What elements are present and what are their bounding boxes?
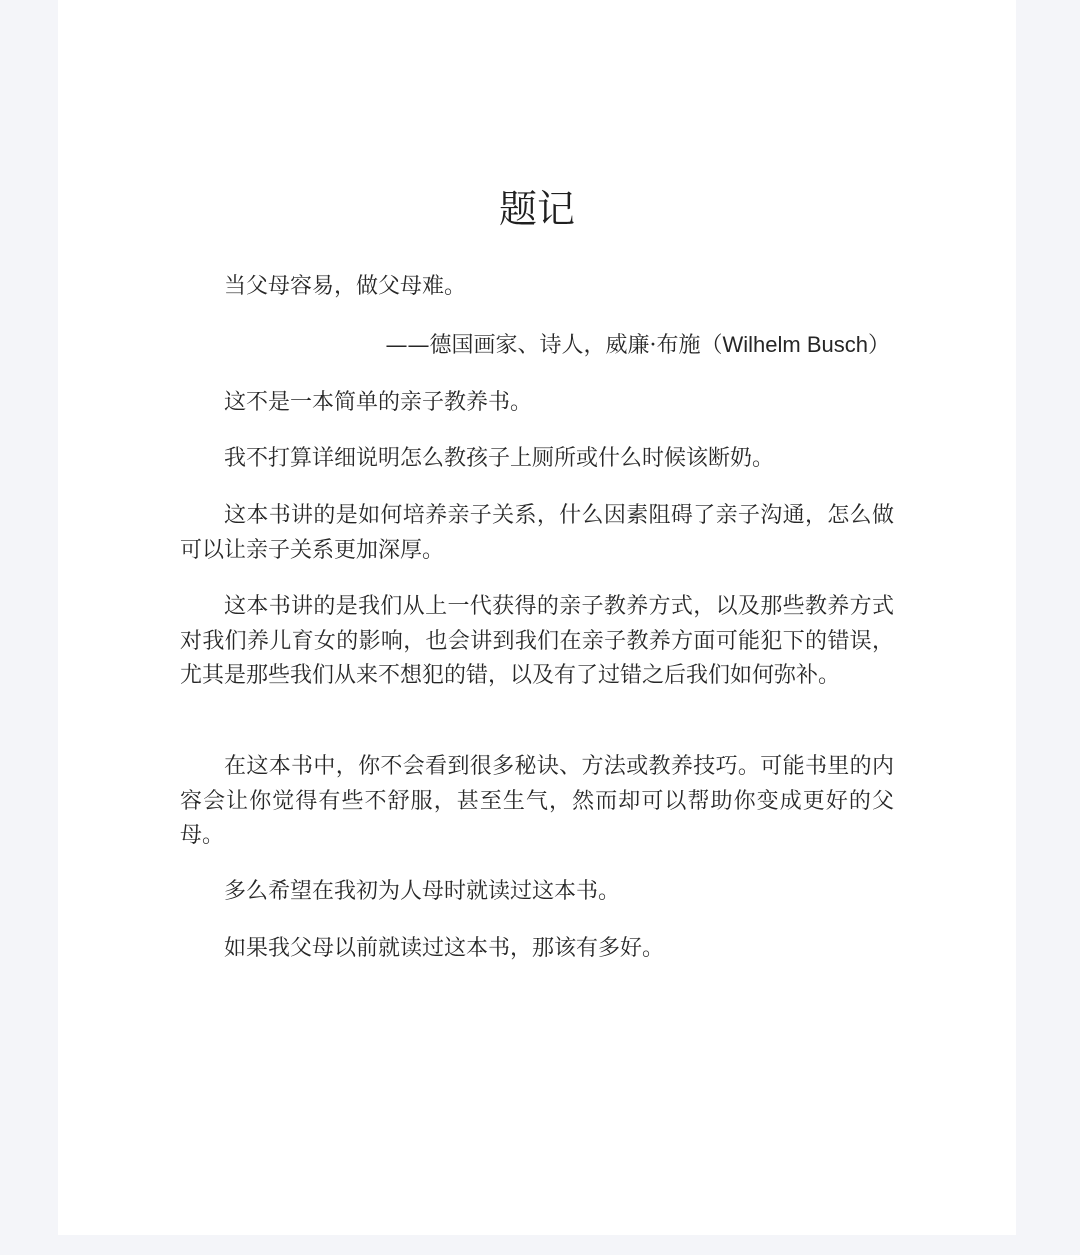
- attribution-prefix: ——德国画家、诗人，威廉·布施（: [385, 333, 723, 358]
- body-paragraph: 这本书讲的是如何培养亲子关系，什么因素阻碍了亲子沟通，怎么做可以让亲子关系更加深厚。: [180, 503, 894, 563]
- body-paragraph: 多么希望在我初为人母时就读过这本书。: [224, 879, 621, 904]
- attribution-latin-name: Wilhelm Busch: [722, 332, 868, 357]
- body-paragraph: 这本书讲的是我们从上一代获得的亲子教养方式，以及那些教养方式对我们养儿育女的影响，也会讲到我们在亲子教养方面可能犯下的错误，尤其是那些我们从来不想犯的错，以及有了过错之后我们如何弥补。: [180, 594, 894, 688]
- body-paragraph: 这不是一本简单的亲子教养书。: [224, 390, 533, 415]
- document-page: [58, 0, 1016, 1235]
- body-paragraph: 我不打算详细说明怎么教孩子上厕所或什么时候该断奶。: [224, 446, 775, 471]
- epigraph-quote: 当父母容易，做父母难。: [224, 274, 467, 299]
- body-paragraph: 如果我父母以前就读过这本书，那该有多好。: [224, 936, 665, 961]
- page-title: 题记: [498, 187, 575, 231]
- attribution-suffix: ）: [867, 333, 890, 358]
- body-paragraph: 在这本书中，你不会看到很多秘诀、方法或教养技巧。可能书里的内容会让你觉得有些不舒服，甚至生气，然而却可以帮助你变成更好的父母。: [180, 754, 894, 848]
- epigraph-attribution: [180, 328, 890, 364]
